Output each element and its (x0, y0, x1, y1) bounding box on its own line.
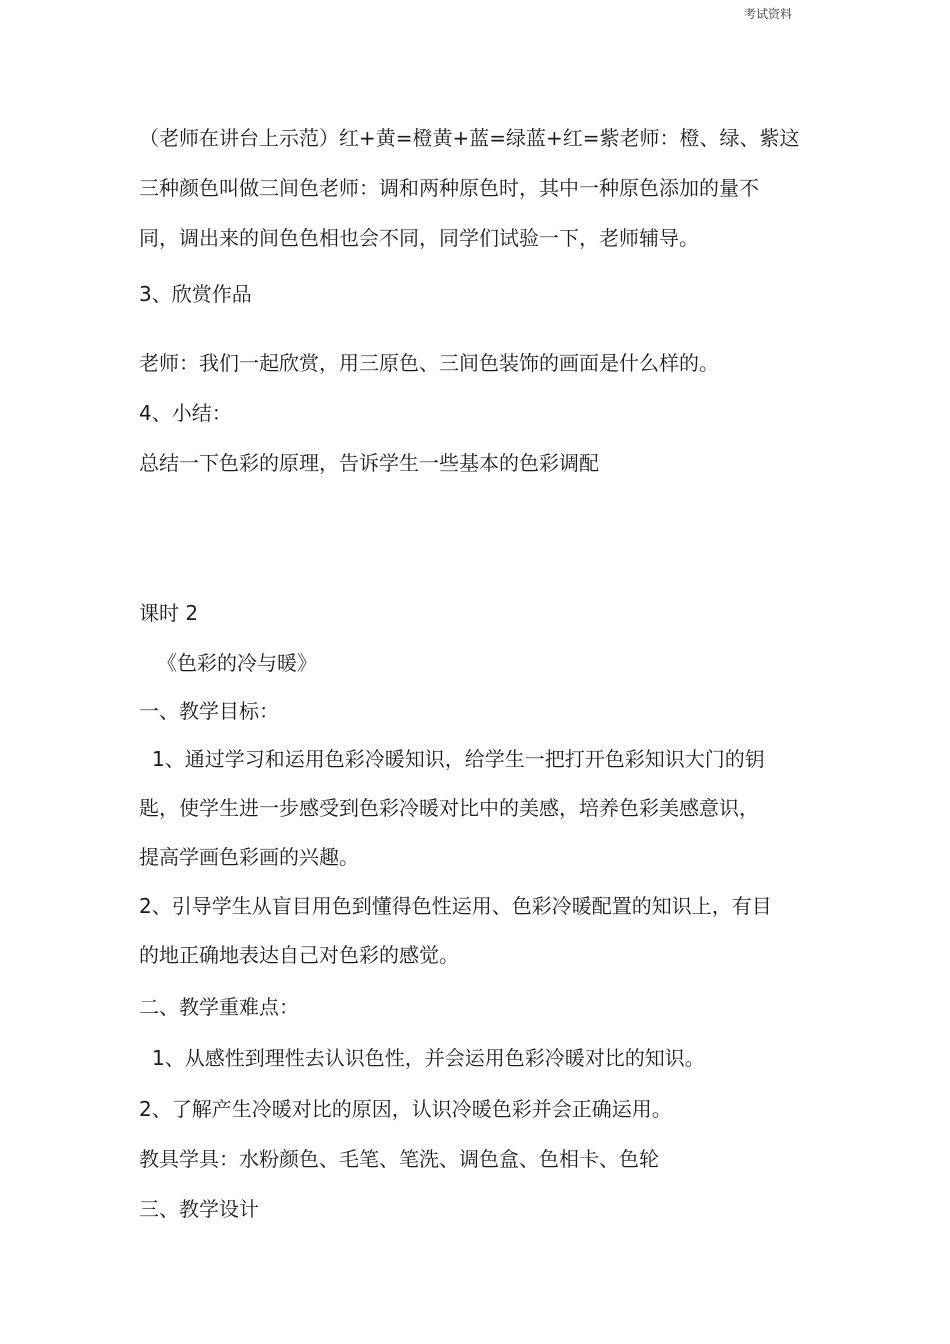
section-heading: 二、教学重难点： (139, 995, 299, 1019)
body-text-line: （老师在讲台上示范）红+黄=橙黄+蓝=绿蓝+红=紫老师：橙、绿、紫这 (139, 126, 800, 150)
section-heading: 三、教学设计 (139, 1197, 259, 1221)
body-text-line: 1、通过学习和运用色彩冷暖知识，给学生一把打开色彩知识大门的钥 (152, 747, 765, 771)
body-text-line: 教具学具：水粉颜色、毛笔、笔洗、调色盒、色相卡、色轮 (139, 1147, 659, 1171)
lesson-label: 课时 2 (139, 601, 199, 625)
header-note: 考试资料 (744, 7, 793, 21)
section-heading: 3、欣赏作品 (139, 282, 252, 306)
body-text-line: 2、引导学生从盲目用色到懂得色性运用、色彩冷暖配置的知识上，有目 (139, 894, 772, 918)
body-text-line: 总结一下色彩的原理，告诉学生一些基本的色彩调配 (139, 451, 599, 475)
lesson-title: 《色彩的冷与暖》 (157, 651, 317, 675)
body-text-line: 1、从感性到理性去认识色性，并会运用色彩冷暖对比的知识。 (152, 1046, 705, 1070)
section-heading: 一、教学目标： (139, 699, 279, 723)
section-heading: 4、小结： (139, 401, 232, 425)
body-text-line: 2、了解产生冷暖对比的原因，认识冷暖色彩并会正确运用。 (139, 1097, 672, 1121)
body-text-line: 匙，使学生进一步感受到色彩冷暖对比中的美感，培养色彩美感意识， (139, 796, 759, 820)
body-text-line: 同，调出来的间色色相也会不同，同学们试验一下，老师辅导。 (139, 226, 699, 250)
body-text-line: 三种颜色叫做三间色老师：调和两种原色时，其中一种原色添加的量不 (139, 176, 759, 200)
body-text-line: 提高学画色彩画的兴趣。 (139, 845, 359, 869)
body-text-line: 的地正确地表达自己对色彩的感觉。 (139, 943, 459, 967)
body-text-line: 老师：我们一起欣赏，用三原色、三间色装饰的画面是什么样的。 (139, 351, 719, 375)
